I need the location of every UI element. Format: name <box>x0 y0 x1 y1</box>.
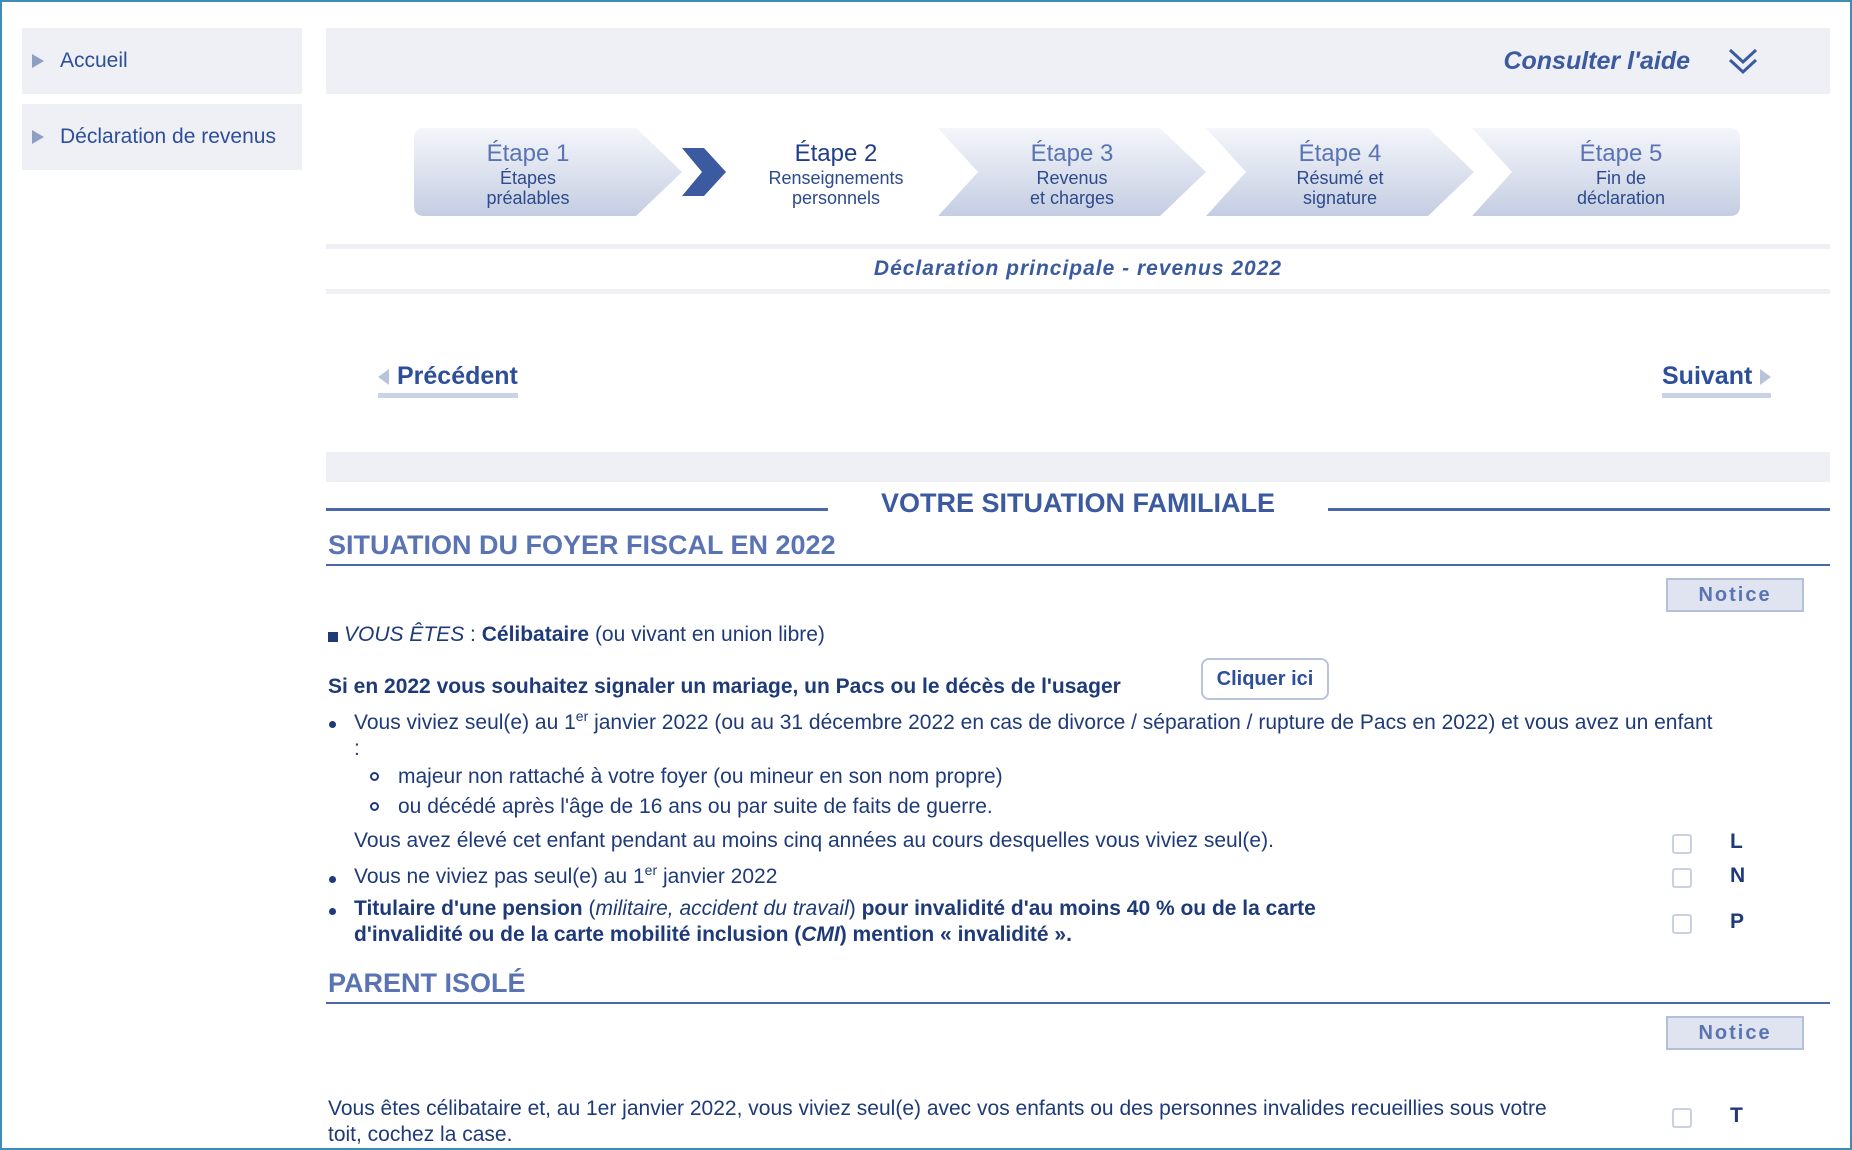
sidebar-item-declaration[interactable] <box>22 104 302 170</box>
bullet-icon <box>329 908 336 915</box>
section-band <box>326 452 1830 482</box>
item-3-b2: pour invalidité d'au moins 40 % ou de la carte <box>855 897 1316 920</box>
item-3-b4: ) mention « invalidité ». <box>839 923 1072 946</box>
double-chevron-down-icon[interactable] <box>1726 44 1760 78</box>
step-1 <box>414 128 682 216</box>
sidebar-item-label: Accueil <box>60 49 128 72</box>
section-main-title: VOTRE SITUATION FAMILIALE <box>881 488 1275 518</box>
item-1-tail: Vous avez élevé cet enfant pendant au moins cinq années au cours desquelles vous viviez seul(e). <box>354 829 1274 852</box>
sub-item-1: majeur non rattaché à votre foyer (ou mineur en son nom propre) <box>398 765 1003 788</box>
step-subtitle: Fin de déclaration <box>1576 168 1666 208</box>
item-1-sup: er <box>575 708 589 724</box>
item-2-pre: Vous ne viviez pas seul(e) au 1 <box>354 865 645 888</box>
triangle-right-icon <box>32 130 44 144</box>
triangle-right-icon <box>32 54 44 68</box>
step-2 <box>682 128 950 216</box>
item-3-p1: ( <box>582 897 596 920</box>
vous-etes-separator: : <box>464 623 482 646</box>
checkbox-t[interactable] <box>1672 1108 1692 1128</box>
cliquer-ici-button[interactable]: Cliquer ici <box>1201 658 1329 700</box>
previous-label: Précédent <box>397 362 518 390</box>
bullet-icon <box>329 721 336 728</box>
section-parent-isole-title: PARENT ISOLÉ <box>328 968 526 998</box>
checkbox-p[interactable] <box>1672 914 1692 934</box>
case-letter-p: P <box>1730 910 1745 933</box>
arrow-right-icon <box>1760 369 1771 385</box>
item-3-b3: d'invalidité ou de la carte mobilité inclusion ( <box>354 923 802 946</box>
notice-button[interactable]: Notice <box>1666 578 1804 612</box>
declaration-title: Déclaration principale - revenus 2022 <box>326 244 1830 294</box>
item-1-pre: Vous viviez seul(e) au 1 <box>354 711 576 734</box>
help-bar <box>326 28 1830 94</box>
step-title: Étape 3 <box>1030 140 1114 167</box>
step-subtitle: Revenus et charges <box>1029 168 1115 208</box>
vous-etes-value: Célibataire <box>481 623 590 646</box>
item-2-text <box>354 864 777 890</box>
next-button[interactable] <box>1662 362 1771 398</box>
item-3-p2: ) <box>848 897 856 920</box>
section-foyer-title: SITUATION DU FOYER FISCAL EN 2022 <box>328 530 836 560</box>
item-3-i2: CMI <box>801 923 840 946</box>
section-divider <box>326 1002 1830 1004</box>
bullet-icon <box>329 876 336 883</box>
step-subtitle: Renseignements personnels <box>768 168 904 208</box>
step-title: Étape 5 <box>1579 140 1663 167</box>
notice-button[interactable]: Notice <box>1666 1016 1804 1050</box>
section-divider <box>326 564 1830 566</box>
step-title: Étape 1 <box>486 140 570 167</box>
next-label: Suivant <box>1662 362 1753 390</box>
case-letter-n: N <box>1730 864 1746 887</box>
circle-bullet-icon <box>370 772 379 781</box>
item-2-sup: er <box>644 862 658 878</box>
item-3-b1: Titulaire d'une pension <box>354 897 583 920</box>
step-4 <box>1206 128 1474 216</box>
arrow-left-icon <box>378 369 389 385</box>
step-title: Étape 4 <box>1298 140 1382 167</box>
help-link[interactable]: Consulter l'aide <box>1503 46 1690 75</box>
main-content <box>326 28 1830 1146</box>
signal-text: Si en 2022 vous souhaitez signaler un mariage, un Pacs ou le décès de l'usager <box>328 675 1121 698</box>
vous-etes-label: VOUS ÊTES <box>344 623 465 646</box>
item-1-colon: : <box>354 737 360 760</box>
vous-etes-extra: (ou vivant en union libre) <box>589 623 825 646</box>
vous-etes-line <box>344 622 825 648</box>
item-3-line-1 <box>354 896 1316 922</box>
checkbox-l[interactable] <box>1672 834 1692 854</box>
checkbox-n[interactable] <box>1672 868 1692 888</box>
case-letter-t: T <box>1730 1104 1743 1127</box>
sub-item-2: ou décédé après l'âge de 16 ans ou par suite de faits de guerre. <box>398 795 993 818</box>
square-bullet-icon <box>328 632 338 642</box>
circle-bullet-icon <box>370 802 379 811</box>
previous-button[interactable] <box>378 362 518 398</box>
item-2-post: janvier 2022 <box>657 865 778 888</box>
item-3-i1: militaire, accident du travail <box>595 897 849 920</box>
step-3 <box>938 128 1206 216</box>
step-subtitle: Résumé et signature <box>1296 168 1384 208</box>
item-3-line-2 <box>354 922 1072 948</box>
item-1-text <box>354 710 1712 736</box>
step-5 <box>1472 128 1740 216</box>
step-subtitle: Étapes préalables <box>486 168 570 208</box>
sidebar-item-accueil[interactable] <box>22 28 302 94</box>
step-title: Étape 2 <box>794 140 878 167</box>
item-1-post: janvier 2022 (ou au 31 décembre 2022 en cas de divorce / séparation / rupture de Pacs en 2022) et vous avez un enfant <box>588 711 1713 734</box>
case-letter-l: L <box>1730 830 1743 853</box>
parent-isole-text-2: toit, cochez la case. <box>328 1123 513 1146</box>
parent-isole-text-1: Vous êtes célibataire et, au 1er janvier 2022, vous viviez seul(e) avec vos enfants ou des personnes invalides recueillies sous votre <box>328 1097 1547 1120</box>
sidebar-item-label: Déclaration de revenus <box>60 125 276 148</box>
